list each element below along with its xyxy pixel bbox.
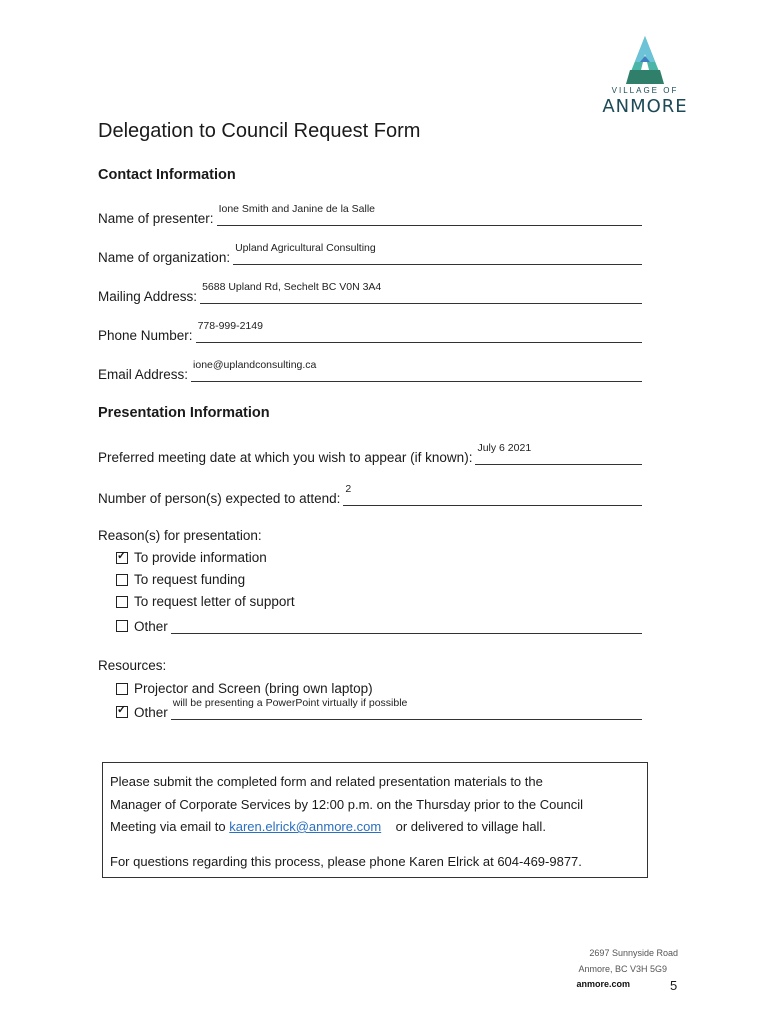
persons-label: Number of person(s) expected to attend: (98, 491, 341, 506)
organization-label: Name of organization: (98, 250, 231, 265)
notice-text: Meeting via email to (110, 819, 226, 834)
email-row (98, 360, 642, 382)
resource-projector[interactable] (116, 681, 373, 696)
date-label: Preferred meeting date at which you wish to appear (if known): (98, 450, 473, 465)
presenter-value: Ione Smith and Janine de la Salle (218, 203, 376, 215)
email-value: ione@uplandconsulting.ca (193, 359, 317, 371)
organization-field[interactable] (233, 242, 642, 265)
address-field[interactable] (200, 281, 642, 304)
notice-line: For questions regarding this process, please phone Karen Elrick at 604-469-9877. (110, 853, 582, 869)
address-value: 5688 Upland Rd, Sechelt BC V0N 3A4 (202, 281, 382, 293)
page-number: 5 (670, 978, 678, 993)
resource-other-value: will be presenting a PowerPoint virtually if possible (172, 697, 408, 709)
resources-label: Resources: (98, 658, 167, 673)
checkbox-icon[interactable] (116, 683, 128, 695)
resource-other-field[interactable] (171, 697, 642, 720)
reason-other-field[interactable] (171, 615, 642, 634)
reason-other-row[interactable] (116, 612, 642, 634)
presentation-heading: Presentation Information (98, 405, 270, 421)
email-field[interactable] (191, 359, 642, 382)
reason-label: To request letter of support (134, 594, 295, 609)
village-logo (600, 34, 690, 124)
reason-label: To provide information (134, 550, 267, 565)
address-label: Mailing Address: (98, 289, 198, 304)
checkbox-checked-icon[interactable] (116, 552, 128, 564)
phone-field[interactable] (196, 320, 642, 343)
mountain-logo-icon (600, 34, 690, 86)
resource-label: Other (134, 705, 168, 720)
form-title: Delegation to Council Request Form (98, 120, 421, 142)
reasons-label: Reason(s) for presentation: (98, 528, 262, 543)
date-field[interactable] (475, 442, 642, 465)
reason-request-funding[interactable] (116, 572, 245, 587)
reason-provide-info[interactable] (116, 550, 267, 565)
persons-field[interactable] (343, 483, 642, 506)
reason-letter-support[interactable] (116, 594, 295, 609)
persons-value: 2 (345, 483, 352, 495)
date-value: July 6 2021 (477, 442, 532, 454)
email-label: Email Address: (98, 367, 189, 382)
phone-row (98, 321, 642, 343)
footer-address-street: 2697 Sunnyside Road (589, 948, 678, 958)
logo-text-small: VILLAGE OF (611, 86, 679, 95)
organization-value: Upland Agricultural Consulting (235, 242, 376, 254)
resource-other-row[interactable] (116, 698, 642, 720)
phone-label: Phone Number: (98, 328, 193, 343)
checkbox-checked-icon[interactable] (116, 706, 128, 718)
contact-heading: Contact Information (98, 167, 236, 183)
organization-row (98, 243, 642, 265)
submission-notice (102, 762, 648, 878)
persons-row (98, 484, 642, 506)
notice-line (110, 816, 640, 839)
phone-value: 778-999-2149 (197, 320, 263, 332)
reason-label: Other (134, 619, 168, 634)
checkbox-icon[interactable] (116, 620, 128, 632)
presenter-row (98, 204, 642, 226)
footer-address-city: Anmore, BC V3H 5G9 (578, 964, 667, 974)
resource-label: Projector and Screen (bring own laptop) (134, 681, 373, 696)
date-row (98, 443, 642, 465)
logo-text-big: ANMORE (602, 96, 688, 117)
checkbox-icon[interactable] (116, 574, 128, 586)
reason-label: To request funding (134, 572, 246, 587)
presenter-field[interactable] (217, 203, 642, 226)
notice-text: or delivered to village hall. (395, 819, 546, 834)
notice-line: Manager of Corporate Services by 12:00 p.m. on the Thursday prior to the Council (110, 796, 584, 812)
notice-line: Please submit the completed form and related presentation materials to the (110, 774, 543, 789)
address-row (98, 282, 642, 304)
email-link[interactable]: karen.elrick@anmore.com (229, 819, 382, 834)
presenter-label: Name of presenter: (98, 211, 214, 226)
checkbox-icon[interactable] (116, 596, 128, 608)
footer-website: anmore.com (576, 979, 630, 989)
